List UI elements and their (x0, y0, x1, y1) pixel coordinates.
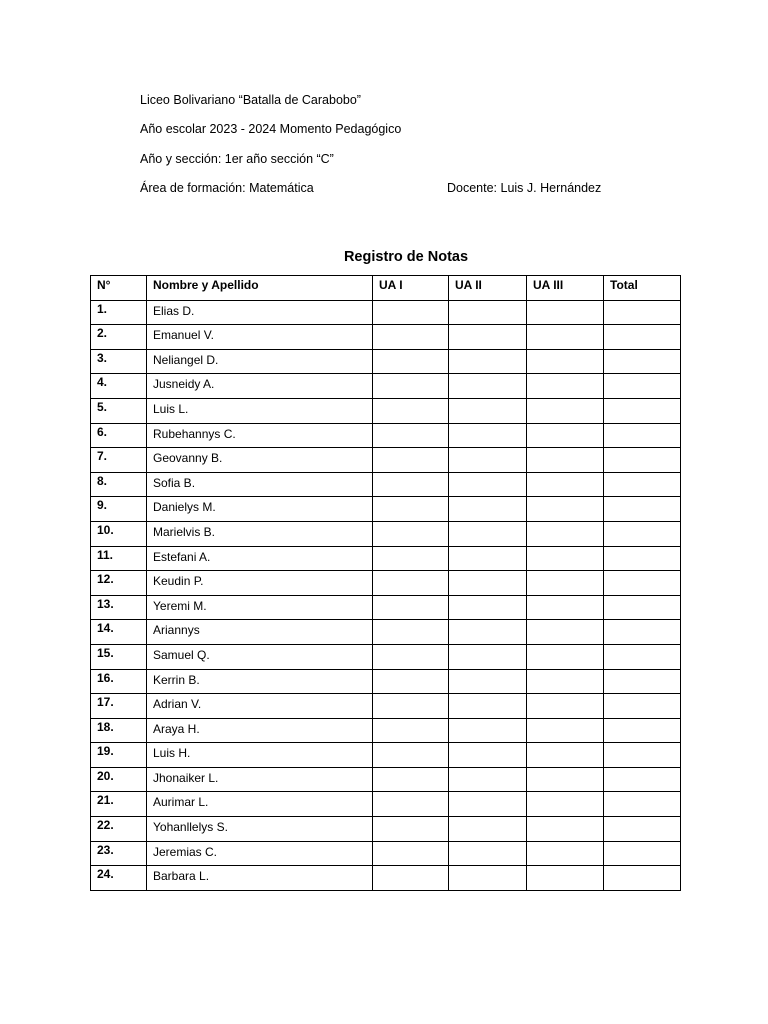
document-title: Registro de Notas (343, 249, 469, 265)
grade-cell-ua2 (449, 521, 527, 546)
table-row (91, 792, 681, 817)
grade-cell-ua1 (373, 374, 449, 399)
table-row (91, 866, 681, 891)
grade-cell-ua1 (373, 349, 449, 374)
student-name: Keudin P. (147, 571, 373, 596)
grade-cell-ua1 (373, 300, 449, 325)
grade-cell-ua2 (449, 817, 527, 842)
grade-cell-ua3 (527, 595, 604, 620)
student-number: 7. (91, 448, 147, 473)
grade-cell-ua2 (449, 571, 527, 596)
school-year: Año escolar 2023 - 2024 Momento Pedagógico (140, 122, 402, 136)
student-number: 4. (91, 374, 147, 399)
student-name: Luis H. (147, 743, 373, 768)
grade-cell-total (604, 398, 681, 423)
grade-cell-ua1 (373, 595, 449, 620)
grade-cell-ua2 (449, 767, 527, 792)
grade-cell-ua2 (449, 325, 527, 350)
grade-cell-total (604, 571, 681, 596)
student-name: Yeremi M. (147, 595, 373, 620)
table-row (91, 423, 681, 448)
student-name: Jhonaiker L. (147, 767, 373, 792)
table-row (91, 300, 681, 325)
column-header-number: N° (91, 276, 147, 301)
grade-cell-ua1 (373, 743, 449, 768)
grades-table (90, 275, 681, 891)
grade-cell-ua3 (527, 521, 604, 546)
student-number: 8. (91, 472, 147, 497)
grade-cell-ua3 (527, 644, 604, 669)
student-name: Kerrin B. (147, 669, 373, 694)
grade-cell-ua1 (373, 792, 449, 817)
student-number: 16. (91, 669, 147, 694)
grade-cell-ua1 (373, 620, 449, 645)
grade-cell-ua2 (449, 743, 527, 768)
table-row (91, 620, 681, 645)
grade-cell-ua3 (527, 325, 604, 350)
grade-cell-total (604, 472, 681, 497)
grade-cell-ua2 (449, 472, 527, 497)
student-number: 17. (91, 694, 147, 719)
student-number: 11. (91, 546, 147, 571)
grade-cell-total (604, 669, 681, 694)
grade-cell-total (604, 694, 681, 719)
grade-cell-ua2 (449, 448, 527, 473)
grade-cell-ua1 (373, 866, 449, 891)
table-row (91, 349, 681, 374)
student-name: Marielvis B. (147, 521, 373, 546)
column-header-ua2: UA II (449, 276, 527, 301)
grade-cell-ua3 (527, 767, 604, 792)
grade-cell-total (604, 374, 681, 399)
grade-cell-ua2 (449, 644, 527, 669)
student-name: Luis L. (147, 398, 373, 423)
grade-cell-ua1 (373, 448, 449, 473)
grade-cell-ua2 (449, 398, 527, 423)
grade-cell-ua1 (373, 521, 449, 546)
student-number: 3. (91, 349, 147, 374)
student-number: 12. (91, 571, 147, 596)
grade-cell-ua2 (449, 300, 527, 325)
grade-cell-ua3 (527, 694, 604, 719)
grade-cell-ua3 (527, 792, 604, 817)
student-name: Samuel Q. (147, 644, 373, 669)
table-row (91, 644, 681, 669)
table-row (91, 497, 681, 522)
grade-cell-ua3 (527, 472, 604, 497)
student-name: Emanuel V. (147, 325, 373, 350)
column-header-ua3: UA III (527, 276, 604, 301)
grade-cell-ua3 (527, 718, 604, 743)
grade-cell-ua3 (527, 497, 604, 522)
grade-cell-ua3 (527, 423, 604, 448)
student-number: 23. (91, 841, 147, 866)
table-row (91, 325, 681, 350)
student-name: Jeremias C. (147, 841, 373, 866)
grade-cell-total (604, 767, 681, 792)
teacher-name: Docente: Luis J. Hernández (447, 181, 602, 195)
student-number: 21. (91, 792, 147, 817)
grade-cell-ua2 (449, 546, 527, 571)
table-row (91, 398, 681, 423)
grade-cell-ua2 (449, 718, 527, 743)
student-number: 14. (91, 620, 147, 645)
column-header-ua1: UA I (373, 276, 449, 301)
student-name: Danielys M. (147, 497, 373, 522)
grade-cell-ua3 (527, 448, 604, 473)
grade-cell-ua2 (449, 423, 527, 448)
grade-cell-ua3 (527, 620, 604, 645)
grade-cell-ua1 (373, 767, 449, 792)
grade-cell-ua3 (527, 817, 604, 842)
grade-cell-total (604, 817, 681, 842)
student-name: Barbara L. (147, 866, 373, 891)
school-name: Liceo Bolivariano “Batalla de Carabobo” (140, 93, 361, 107)
grade-cell-ua2 (449, 669, 527, 694)
grade-cell-ua2 (449, 374, 527, 399)
grade-cell-ua3 (527, 571, 604, 596)
grade-cell-ua3 (527, 841, 604, 866)
grade-cell-ua1 (373, 694, 449, 719)
grade-cell-ua2 (449, 595, 527, 620)
student-number: 5. (91, 398, 147, 423)
grade-cell-ua2 (449, 866, 527, 891)
grade-cell-total (604, 521, 681, 546)
grade-cell-ua1 (373, 497, 449, 522)
student-number: 20. (91, 767, 147, 792)
grades-table-body (91, 300, 681, 890)
grade-cell-total (604, 349, 681, 374)
grade-cell-total (604, 325, 681, 350)
grade-cell-ua3 (527, 300, 604, 325)
student-name: Sofia B. (147, 472, 373, 497)
student-name: Ariannys (147, 620, 373, 645)
table-row (91, 472, 681, 497)
table-row (91, 817, 681, 842)
grade-cell-total (604, 423, 681, 448)
grade-cell-ua1 (373, 546, 449, 571)
grade-cell-ua2 (449, 792, 527, 817)
grade-cell-total (604, 841, 681, 866)
grade-cell-ua1 (373, 644, 449, 669)
grade-cell-ua3 (527, 398, 604, 423)
grade-cell-ua3 (527, 546, 604, 571)
table-row (91, 669, 681, 694)
table-row (91, 743, 681, 768)
student-number: 18. (91, 718, 147, 743)
grade-cell-total (604, 620, 681, 645)
table-row (91, 767, 681, 792)
table-row (91, 718, 681, 743)
grade-cell-ua3 (527, 349, 604, 374)
grade-cell-ua2 (449, 841, 527, 866)
grade-cell-ua1 (373, 841, 449, 866)
subject-area: Área de formación: Matemática (140, 181, 314, 195)
student-name: Estefani A. (147, 546, 373, 571)
grade-cell-ua3 (527, 866, 604, 891)
student-number: 10. (91, 521, 147, 546)
table-row (91, 694, 681, 719)
student-name: Aurimar L. (147, 792, 373, 817)
grade-cell-ua2 (449, 694, 527, 719)
grade-cell-total (604, 595, 681, 620)
grade-cell-ua2 (449, 620, 527, 645)
student-number: 9. (91, 497, 147, 522)
grade-cell-ua1 (373, 669, 449, 694)
student-number: 1. (91, 300, 147, 325)
student-name: Rubehannys C. (147, 423, 373, 448)
student-number: 19. (91, 743, 147, 768)
student-number: 15. (91, 644, 147, 669)
column-header-total: Total (604, 276, 681, 301)
student-name: Elias D. (147, 300, 373, 325)
grade-cell-ua2 (449, 349, 527, 374)
grade-cell-ua3 (527, 743, 604, 768)
grade-cell-ua3 (527, 669, 604, 694)
table-row (91, 521, 681, 546)
student-number: 13. (91, 595, 147, 620)
student-name: Neliangel D. (147, 349, 373, 374)
table-row (91, 374, 681, 399)
student-name: Adrian V. (147, 694, 373, 719)
grade-cell-ua1 (373, 472, 449, 497)
grade-cell-total (604, 866, 681, 891)
table-row (91, 448, 681, 473)
grade-cell-total (604, 497, 681, 522)
grade-cell-total (604, 546, 681, 571)
table-row (91, 546, 681, 571)
student-number: 6. (91, 423, 147, 448)
grade-cell-ua2 (449, 497, 527, 522)
grade-cell-ua1 (373, 325, 449, 350)
student-name: Araya H. (147, 718, 373, 743)
grade-cell-total (604, 644, 681, 669)
grade-cell-ua1 (373, 398, 449, 423)
student-name: Yohanllelys S. (147, 817, 373, 842)
grade-cell-ua1 (373, 423, 449, 448)
student-number: 2. (91, 325, 147, 350)
grade-cell-total (604, 448, 681, 473)
grade-cell-total (604, 300, 681, 325)
student-name: Jusneidy A. (147, 374, 373, 399)
grade-section: Año y sección: 1er año sección “C” (140, 152, 334, 166)
grade-cell-total (604, 743, 681, 768)
grade-cell-total (604, 792, 681, 817)
grade-cell-total (604, 718, 681, 743)
grade-cell-ua3 (527, 374, 604, 399)
table-row (91, 595, 681, 620)
grade-cell-ua1 (373, 817, 449, 842)
student-name: Geovanny B. (147, 448, 373, 473)
table-row (91, 841, 681, 866)
grade-cell-ua1 (373, 718, 449, 743)
table-row (91, 571, 681, 596)
student-number: 22. (91, 817, 147, 842)
grade-cell-ua1 (373, 571, 449, 596)
table-header-row (91, 276, 681, 301)
student-number: 24. (91, 866, 147, 891)
column-header-name: Nombre y Apellido (147, 276, 373, 301)
